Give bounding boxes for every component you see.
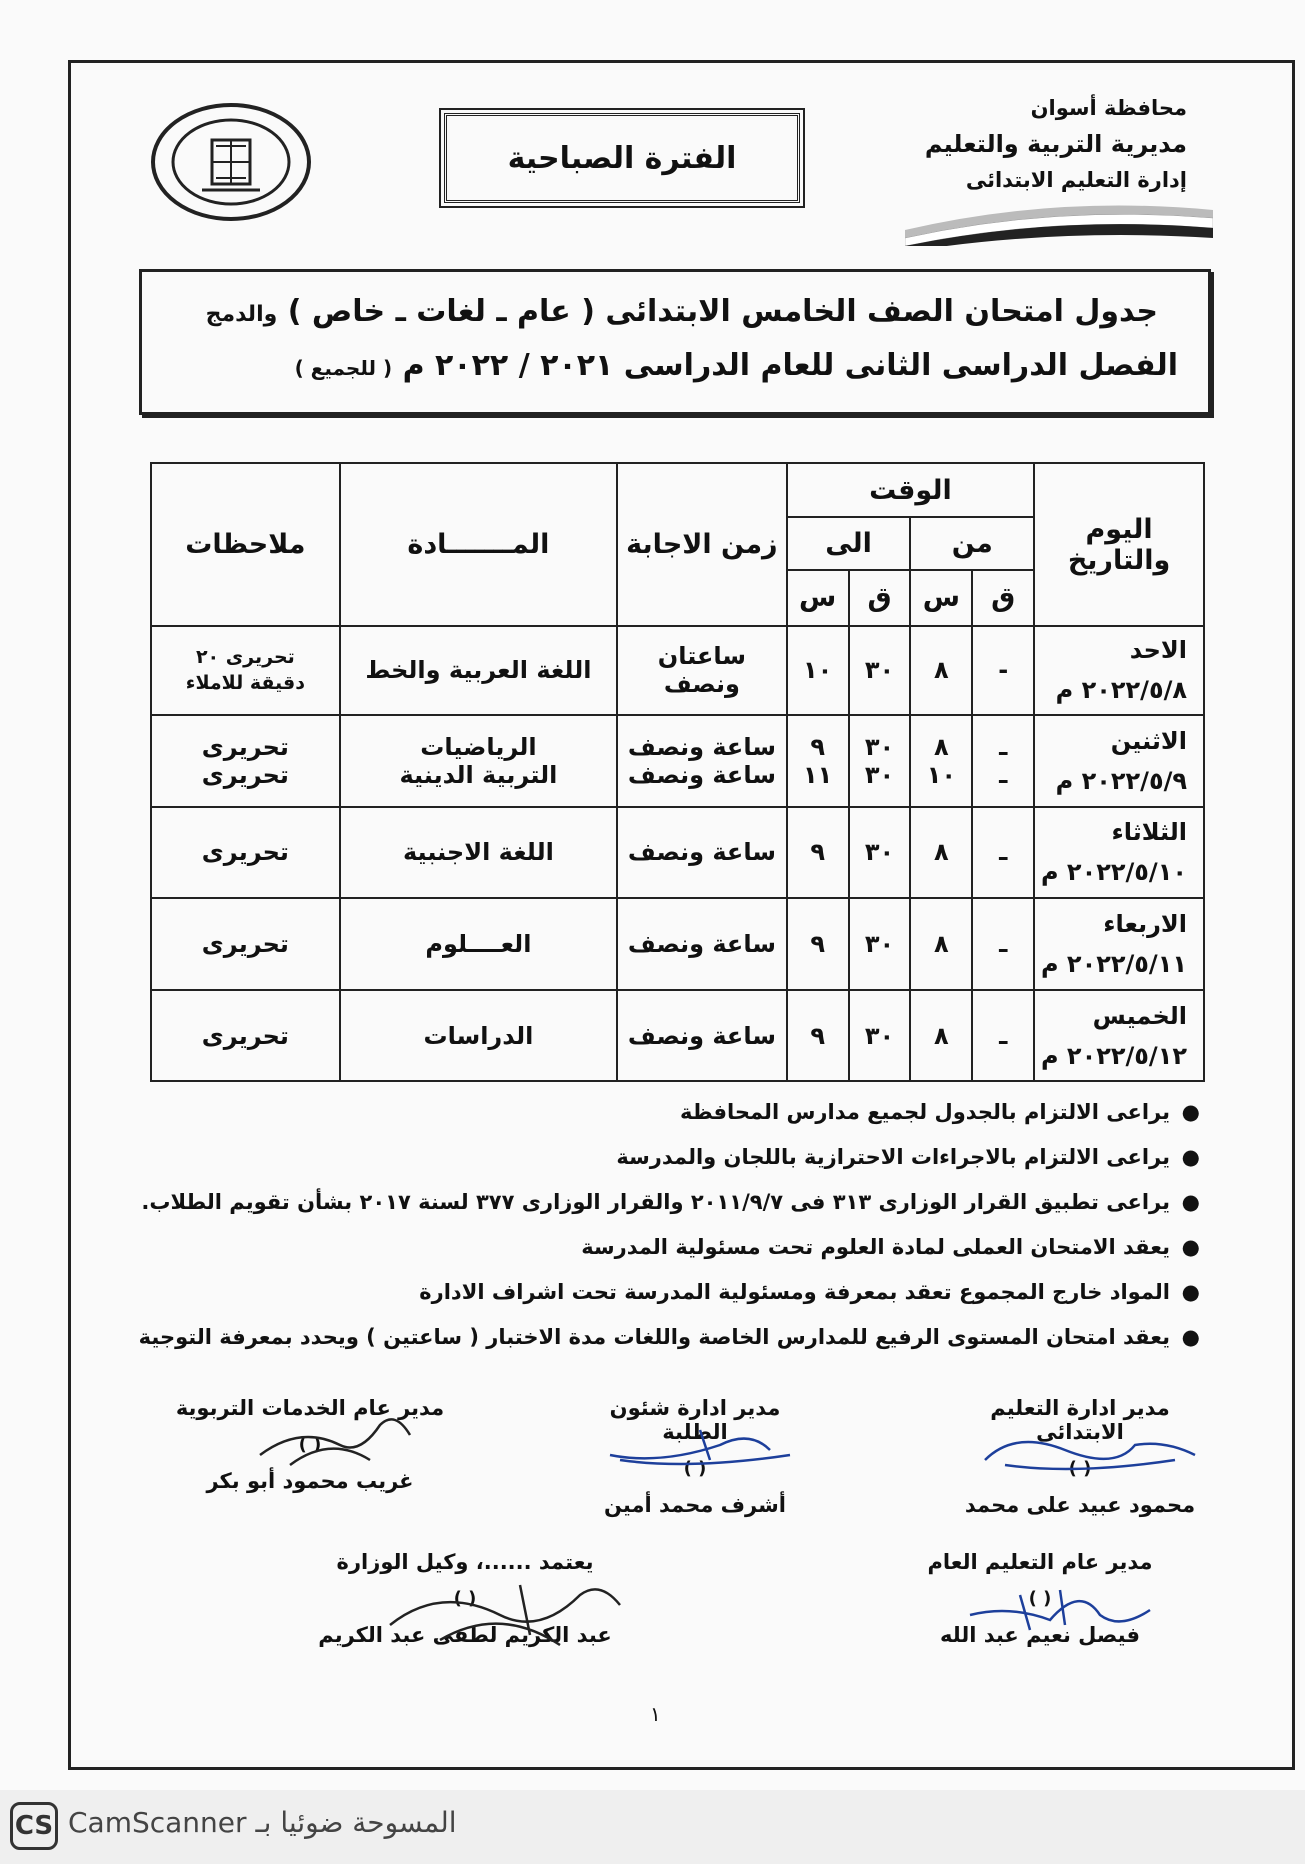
notes-cell: تحريرى ٢٠ دقيقة للاملاء — [151, 626, 340, 715]
to-s-cell: ٩ ١١ — [787, 715, 849, 808]
list-item: ● يعقد امتحان المستوى الرفيع للمدارس الخاصة واللغات مدة الاختبار ( ساعتين ) ويحدد بمعرفة التوجية — [139, 1315, 1200, 1360]
day-cell: الاثنين ٢٠٢٢/٥/٩ م — [1034, 715, 1204, 808]
title-term: الفصل الدراسى الثانى للعام الدراسى ٢٠٢١ / ٢٠٢٢ م — [402, 348, 1178, 383]
table-row — [151, 807, 1204, 898]
bullet-icon: ● — [1181, 1100, 1200, 1124]
duration-cell: ساعة ونصف — [617, 990, 787, 1081]
title-audience: ( للجميع ) — [294, 356, 393, 380]
signature-space: ( ) — [683, 1458, 707, 1479]
list-item: ● يراعى الالتزام بالاجراءات الاحترازية باللجان والمدرسة — [139, 1135, 1200, 1180]
list-item: ● يراعى تطبيق القرار الوزارى ٣١٣ فى ٢٠١١/٩/٧ والقرار الوزارى ٣٧٧ لسنة ٢٠١٧ بشأن تقويم الطلاب. — [139, 1180, 1200, 1225]
title-suffix: والدمج — [205, 302, 278, 327]
directorate-seal-icon — [150, 102, 312, 222]
table-row — [151, 715, 1204, 808]
subject-cell: العــــلوم — [340, 898, 617, 991]
header-duration: زمن الاجابة — [617, 463, 787, 626]
page-number: ١ — [650, 1702, 661, 1726]
subject-cell: الرياضيات التربية الدينية — [340, 715, 617, 808]
subject-cell: الدراسات — [340, 990, 617, 1081]
notes-cell: تحريرى — [151, 807, 340, 898]
to-q-cell: ٣٠ — [849, 898, 911, 991]
to-q-cell: ٣٠ — [849, 990, 911, 1081]
list-item: ● المواد خارج المجموع تعقد بمعرفة ومسئولية المدرسة تحت اشراف الادارة — [139, 1270, 1200, 1315]
signature-name: عبد الكريم لطفى عبد الكريم — [318, 1623, 612, 1647]
signature-name: فيصل نعيم عبد الله — [940, 1623, 1140, 1647]
title-line-1 — [206, 294, 1158, 329]
handwritten-signature-icon — [960, 1575, 1160, 1645]
from-s-cell: ٨ — [910, 626, 972, 715]
table-row — [151, 898, 1204, 991]
from-s-cell: ٨ — [910, 807, 972, 898]
instructions-list — [139, 1090, 1200, 1360]
to-s-cell: ٩ — [787, 898, 849, 991]
bullet-icon: ● — [1181, 1190, 1200, 1214]
header-to-q: ق — [849, 570, 911, 626]
signature-title: مدير ادارة التعليم الابتدائى — [990, 1396, 1170, 1444]
period-title: الفترة الصباحية — [444, 113, 800, 203]
to-s-cell: ٩ — [787, 807, 849, 898]
flag-ribbon-icon — [905, 200, 1213, 246]
signature-name: أشرف محمد أمين — [604, 1493, 786, 1517]
from-q-cell: - — [972, 626, 1034, 715]
notes-cell: تحريرى — [151, 990, 340, 1081]
from-s-cell: ٨ — [910, 990, 972, 1081]
from-q-cell: ـ — [972, 990, 1034, 1081]
list-item: ● يعقد الامتحان العملى لمادة العلوم تحت مسئولية المدرسة — [139, 1225, 1200, 1270]
administration-label: إدارة التعليم الابتدائى — [965, 168, 1187, 192]
signature-space: ( ) — [298, 1434, 322, 1455]
duration-cell: ساعة ونصف — [617, 807, 787, 898]
duration-cell: ساعة ونصف ساعة ونصف — [617, 715, 787, 808]
signature-space: ( ) — [1028, 1588, 1052, 1609]
from-q-cell: ـ — [972, 898, 1034, 991]
from-s-cell: ٨ ١٠ — [910, 715, 972, 808]
to-q-cell: ٣٠ — [849, 807, 911, 898]
handwritten-signature-icon — [600, 1415, 800, 1475]
from-q-cell: ـ — [972, 807, 1034, 898]
header-to-s: س — [787, 570, 849, 626]
duration-cell: ساعتان ونصف — [617, 626, 787, 715]
table-row — [151, 626, 1204, 715]
notes-cell: تحريرى — [151, 898, 340, 991]
table-row — [151, 990, 1204, 1081]
day-cell: الثلاثاء ٢٠٢٢/٥/١٠ م — [1034, 807, 1204, 898]
day-cell: الاربعاء ٢٠٢٢/٥/١١ م — [1034, 898, 1204, 991]
bullet-icon: ● — [1181, 1325, 1200, 1349]
header-day-date: اليوم والتاريخ — [1034, 463, 1204, 626]
subject-cell: اللغة الاجنبية — [340, 807, 617, 898]
handwritten-signature-icon — [975, 1420, 1205, 1480]
signature-name: محمود عبيد على محمد — [964, 1493, 1196, 1517]
subject-cell: اللغة العربية والخط — [340, 626, 617, 715]
from-s-cell: ٨ — [910, 898, 972, 991]
header-notes: ملاحظات — [151, 463, 340, 626]
bullet-icon: ● — [1181, 1145, 1200, 1169]
camscanner-watermark: CamScanner المسوحة ضوئيا بـ — [68, 1806, 457, 1839]
signature-name: غريب محمود أبو بكر — [206, 1469, 414, 1493]
exam-title-box — [139, 269, 1211, 415]
header-subject: المـــــــادة — [340, 463, 617, 626]
handwritten-signature-icon — [250, 1405, 430, 1475]
bullet-icon: ● — [1181, 1280, 1200, 1304]
day-cell: الخميس ٢٠٢٢/٥/١٢ م — [1034, 990, 1204, 1081]
directorate-label: مديرية التربية والتعليم — [924, 130, 1187, 158]
header-from-q: ق — [972, 570, 1034, 626]
title-line-2 — [295, 348, 1178, 383]
handwritten-signature-icon — [380, 1565, 630, 1655]
day-cell: الاحد ٢٠٢٢/٥/٨ م — [1034, 626, 1204, 715]
header-to: الى — [787, 517, 911, 569]
signature-title: مدير عام التعليم العام — [927, 1550, 1153, 1574]
header-time: الوقت — [787, 463, 1034, 517]
signature-space: ( ) — [1068, 1458, 1092, 1479]
signature-space: ( ) — [453, 1588, 477, 1609]
header-authority — [925, 90, 1187, 198]
to-s-cell: ٩ — [787, 990, 849, 1081]
title-main: جدول امتحان الصف الخامس الابتدائى ( عام ـ لغات ـ خاص ) — [287, 294, 1158, 329]
to-s-cell: ١٠ — [787, 626, 849, 715]
governorate-label: محافظة أسوان — [1030, 96, 1187, 120]
list-item: ● يراعى الالتزام بالجدول لجميع مدارس المحافظة — [139, 1090, 1200, 1135]
header-from: من — [910, 517, 1034, 569]
from-q-cell: ـ ـ — [972, 715, 1034, 808]
signature-title: مدير ادارة شئون الطلبة — [609, 1396, 781, 1444]
to-q-cell: ٣٠ ٣٠ — [849, 715, 911, 808]
notes-cell: تحريرى تحريرى — [151, 715, 340, 808]
duration-cell: ساعة ونصف — [617, 898, 787, 991]
header-from-s: س — [910, 570, 972, 626]
signature-title: يعتمد ......، وكيل الوزارة — [336, 1550, 594, 1574]
to-q-cell: ٣٠ — [849, 626, 911, 715]
camscanner-logo-icon: CS — [10, 1802, 58, 1850]
exam-schedule-table — [150, 462, 1205, 1082]
signature-title: مدير عام الخدمات التربوية — [175, 1396, 445, 1420]
bullet-icon: ● — [1181, 1235, 1200, 1259]
